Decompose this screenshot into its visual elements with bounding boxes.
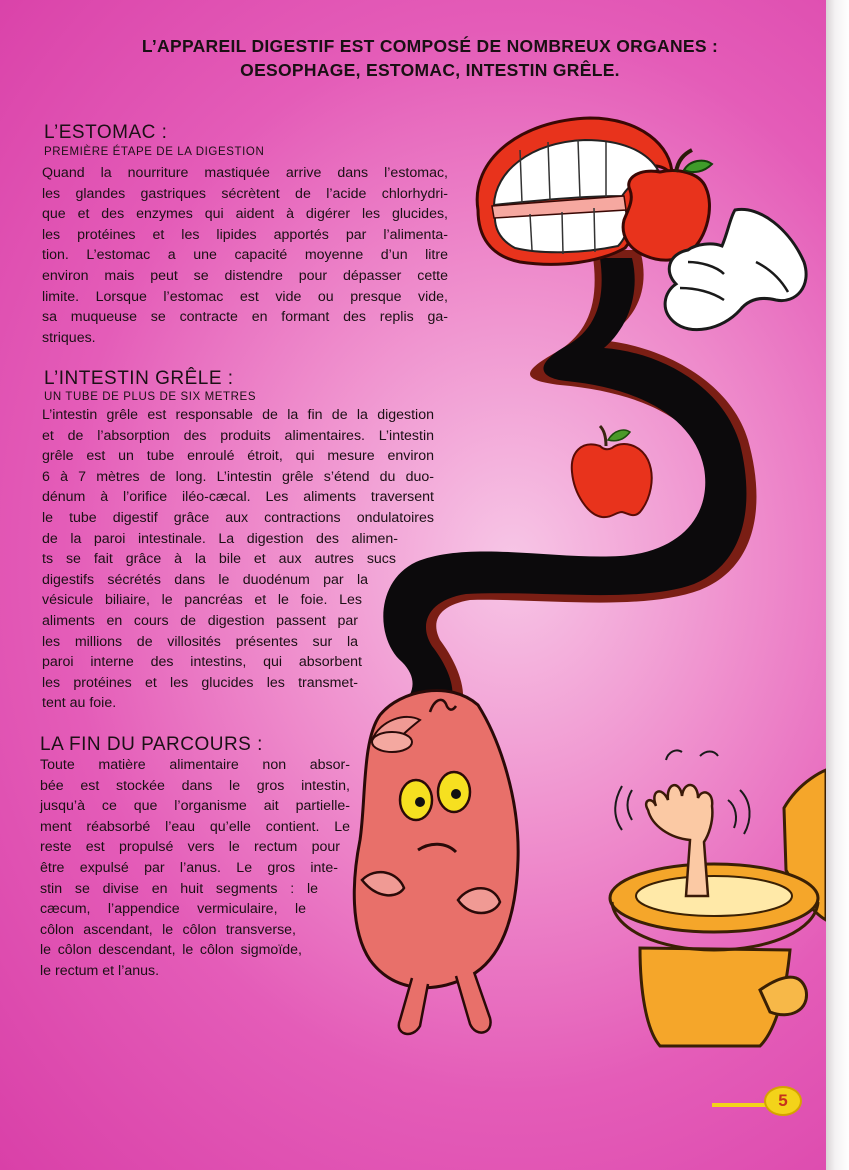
text-line: tion. L’estomac a une capacité moyenne d’un litre xyxy=(42,247,448,264)
text-line: le rectum et l’anus. xyxy=(40,962,160,979)
page-edge xyxy=(826,0,849,1170)
text-line: tent au foie. xyxy=(42,695,117,712)
text-line: sa muqueuse se contracte en formant des replis ga- xyxy=(42,309,448,326)
text-line: le côlon descendant, le côlon sigmoïde, xyxy=(40,942,302,959)
text-line: vésicule biliaire, le pancréas et le foie. Les xyxy=(42,592,362,609)
section-title-intestin-grele: L’INTESTIN GRÊLE : xyxy=(44,368,234,389)
text-line: limite. Lorsque l’estomac est vide ou presque vide, xyxy=(42,288,448,305)
text-line: les protéines et les glucides les transmet- xyxy=(42,674,358,691)
text-line: cæcum, l’appendice vermiculaire, le xyxy=(40,901,306,918)
text-line: bée est stockée dans le gros intestin, xyxy=(40,777,350,794)
text-line: côlon ascendant, le côlon transverse, xyxy=(40,921,296,938)
text-line: et de l’absorption des produits alimentaires. L’intestin xyxy=(42,427,434,444)
page-heading xyxy=(80,34,780,82)
text-line: stin se divise en huit segments : le xyxy=(40,880,318,897)
section-subtitle-estomac: PREMIÈRE ÉTAPE DE LA DIGESTION xyxy=(44,146,265,158)
text-line: L’intestin grêle est responsable de la fin de la digestion xyxy=(42,407,434,423)
text-line: de la paroi intestinale. La digestion des alimen- xyxy=(42,530,398,547)
text-line: aliments en cours de digestion passent par xyxy=(42,612,358,629)
toilet-illustration xyxy=(610,770,826,1046)
section-title-estomac: L’ESTOMAC : xyxy=(44,122,168,143)
paragraph-fin-du-parcours xyxy=(40,755,350,982)
text-line: Quand la nourriture mastiquée arrive dans l’estomac, xyxy=(42,165,448,181)
text-line: que et des enzymes qui aident à digérer les glucides, xyxy=(42,206,448,223)
text-line: grêle est un tube enroulé étroit, qui mesure environ xyxy=(42,448,434,465)
page-heading-line-1: L’APPAREIL DIGESTIF EST COMPOSÉ DE NOMBREUX ORGANES : xyxy=(141,36,719,56)
text-line: les millions de villosités présentes sur la xyxy=(42,633,358,650)
text-line: jusqu’à ce que l’organisme ait partielle- xyxy=(40,798,350,815)
text-line: 6 à 7 mètres de long. L’intestin grêle s’étend du duo- xyxy=(42,468,434,485)
page-heading-line-2: OESOPHAGE, ESTOMAC, INTESTIN GRÊLE. xyxy=(240,60,620,80)
text-line: environ mais peut se distendre pour dépasser cette xyxy=(42,267,448,284)
paragraph-estomac xyxy=(42,163,448,348)
apple-in-stomach-icon xyxy=(572,426,652,517)
text-line: reste est propulsé vers le rectum pour xyxy=(40,839,340,856)
text-line: striques. xyxy=(42,329,96,346)
text-line: digestifs sécrétés dans le duodénum par la xyxy=(42,571,368,588)
page-number-bar xyxy=(712,1103,770,1107)
text-line: ts se fait grâce à la bile et aux autres sucs xyxy=(42,551,396,568)
section-title-fin-du-parcours: LA FIN DU PARCOURS : xyxy=(40,734,263,755)
text-line: être expulsé par l’anus. Le gros inte- xyxy=(40,859,338,876)
text-line: le tube digestif grâce aux contractions ondulatoires xyxy=(42,509,434,526)
text-line: dénum à l’orifice iléo-cæcal. Les aliments traversent xyxy=(42,489,434,506)
page-number: 5 xyxy=(764,1086,802,1116)
text-line: les protéines et les lipides apportés par l’alimenta- xyxy=(42,226,448,243)
text-line: les glandes gastriques sécrètent de l’acide chlorhydri- xyxy=(42,185,448,202)
text-line: paroi interne des intestins, qui absorbent xyxy=(42,654,362,671)
text-line: Toute matière alimentaire non absor- xyxy=(40,757,350,773)
large-intestine-character xyxy=(354,691,518,1034)
text-line: ment réabsorbé l’eau qu’elle contient. Le xyxy=(40,818,350,835)
section-subtitle-intestin-grele: UN TUBE DE PLUS DE SIX METRES xyxy=(44,391,257,403)
paragraph-intestin-grele xyxy=(42,405,434,714)
